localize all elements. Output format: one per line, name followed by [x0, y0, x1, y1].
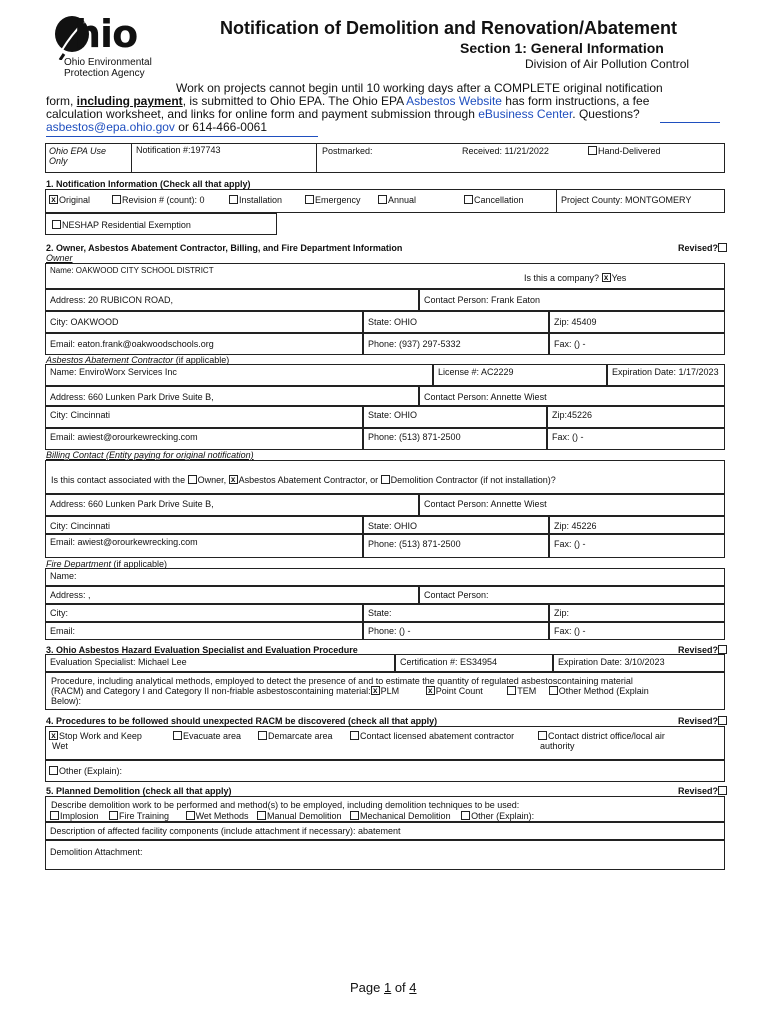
affected-components: Description of affected facility components (include attachment if necessary): abatement: [45, 822, 725, 840]
billing-address: Address: 660 Lunken Park Drive Suite B,: [45, 494, 419, 516]
section-4-other-option[interactable]: Other (Explain):: [49, 766, 122, 776]
manual-demolition-checkbox[interactable]: [257, 811, 266, 820]
form-title: Notification of Demolition and Renovation/Abatement: [220, 18, 678, 38]
notice-underline: [46, 136, 318, 137]
fire-email: Email:: [45, 622, 363, 640]
owner-state: State: OHIO: [363, 311, 549, 333]
contractor-label: Asbestos Abatement Contractor (if applicable): [46, 355, 230, 365]
contractor-address: Address: 660 Lunken Park Drive Suite B,: [45, 386, 419, 406]
emergency-option[interactable]: Emergency: [305, 195, 361, 205]
contact-contractor-checkbox[interactable]: [350, 731, 359, 740]
owner-phone: Phone: (937) 297-5332: [363, 333, 549, 355]
stop-work-option[interactable]: x Stop Work and Keep: [49, 731, 142, 741]
owner-label: Owner: [46, 253, 73, 263]
billing-email: Email: awiest@orourkewrecking.com: [45, 534, 363, 558]
evacuate-option[interactable]: Evacuate area: [173, 731, 241, 741]
section-title: Section 1: General Information: [460, 40, 664, 56]
owner-name: Name: OAKWOOD CITY SCHOOL DISTRICT: [45, 263, 725, 289]
section-4-revised-checkbox[interactable]: [718, 716, 727, 725]
section-4-revised[interactable]: Revised?: [678, 716, 728, 726]
billing-contractor-checkbox[interactable]: x: [229, 475, 238, 484]
contact-office-authority: authority: [540, 741, 575, 751]
billing-question: Is this contact associated with the Owner, x Asbestos Abatement Contractor, or Demolition Contractor (if not installation)?: [51, 475, 556, 485]
contractor-email: Email: awiest@orourkewrecking.com: [45, 428, 363, 450]
section-5-other-checkbox[interactable]: [461, 811, 470, 820]
other-method-checkbox[interactable]: [549, 686, 558, 695]
section-5-methods: Implosion Fire Training Wet Methods Manual Demolition Mechanical Demolition Other (Explain):: [50, 811, 534, 821]
revision-option[interactable]: Revision # (count): 0: [112, 195, 205, 205]
demarcate-checkbox[interactable]: [258, 731, 267, 740]
owner-fax: Fax: () -: [549, 333, 725, 355]
section-3-heading: 3. Ohio Asbestos Hazard Evaluation Specialist and Evaluation Procedure: [46, 645, 358, 655]
owner-city: City: OAKWOOD: [45, 311, 363, 333]
revision-checkbox[interactable]: [112, 195, 121, 204]
stop-work-checkbox[interactable]: x: [49, 731, 58, 740]
fire-address: Address: ,: [45, 586, 419, 604]
contractor-license: License #: AC2229: [433, 364, 607, 386]
owner-address: Address: 20 RUBICON ROAD,: [45, 289, 419, 311]
annual-checkbox[interactable]: [378, 195, 387, 204]
owner-zip: Zip: 45409: [549, 311, 725, 333]
email-link[interactable]: asbestos@epa.ohio.gov: [46, 120, 175, 134]
logo-wordmark: hio: [74, 12, 138, 56]
billing-state: State: OHIO: [363, 516, 549, 534]
section-1-heading: 1. Notification Information (Check all that apply): [46, 179, 251, 189]
notice-underline-right: [660, 122, 720, 123]
hand-delivered-option[interactable]: Hand-Delivered: [588, 146, 661, 156]
section-4-heading: 4. Procedures to be followed should unexpected RACM be discovered (check all that apply): [46, 716, 438, 726]
evaluation-specialist: Evaluation Specialist: Michael Lee: [45, 654, 395, 672]
contractor-phone: Phone: (513) 871-2500: [363, 428, 547, 450]
installation-option[interactable]: Installation: [229, 195, 282, 205]
fire-zip: Zip:: [549, 604, 725, 622]
contact-office-checkbox[interactable]: [538, 731, 547, 740]
section-2-heading: 2. Owner, Asbestos Abatement Contractor, Billing, and Fire Department Information: [46, 243, 403, 253]
page-indicator: Page 1 of 4: [350, 980, 417, 995]
section-3-revised[interactable]: Revised?: [678, 645, 728, 655]
contractor-state: State: OHIO: [363, 406, 547, 428]
notification-number: Notification #:197743: [131, 143, 317, 173]
evaluation-expiration: Expiration Date: 3/10/2023: [553, 654, 725, 672]
billing-zip: Zip: 45226: [549, 516, 725, 534]
contractor-zip: Zip:45226: [547, 406, 725, 428]
asbestos-website-link[interactable]: Asbestos Website: [406, 94, 502, 108]
neshap-checkbox[interactable]: [52, 220, 61, 229]
procedure-text-1: Procedure, including analytical methods, employed to detect the presence of and to estimate the quantity of regulated asbestoscontaining material: [51, 676, 633, 686]
emergency-checkbox[interactable]: [305, 195, 314, 204]
tem-checkbox[interactable]: [507, 686, 516, 695]
ebusiness-center-link[interactable]: eBusiness Center: [478, 107, 573, 121]
contractor-contact: Contact Person: Annette Wiest: [419, 386, 725, 406]
evaluation-certification: Certification #: ES34954: [395, 654, 553, 672]
procedure-text-3: Below):: [51, 696, 82, 706]
contractor-expiration: Expiration Date: 1/17/2023: [607, 364, 725, 386]
original-checkbox[interactable]: x: [49, 195, 58, 204]
epa-use-label: Ohio EPA Use Only: [49, 146, 107, 166]
owner-contact: Contact Person: Frank Eaton: [419, 289, 725, 311]
section-5-describe: Describe demolition work to be performed and method(s) to be employed, including demolition techniques to be used:: [51, 800, 520, 810]
section-3-revised-checkbox[interactable]: [718, 645, 727, 654]
fire-fax: Fax: () -: [549, 622, 725, 640]
original-option[interactable]: x Original: [49, 195, 90, 205]
section-2-revised-checkbox[interactable]: [718, 243, 727, 252]
demolition-attachment: Demolition Attachment:: [45, 840, 725, 870]
section-2-revised[interactable]: Revised?: [678, 243, 728, 253]
contractor-fax: Fax: () -: [547, 428, 725, 450]
installation-checkbox[interactable]: [229, 195, 238, 204]
fire-state: State:: [363, 604, 549, 622]
division-name: Division of Air Pollution Control: [525, 57, 690, 71]
received-date: Received: 11/21/2022: [462, 146, 549, 156]
cancellation-checkbox[interactable]: [464, 195, 473, 204]
fire-name: Name:: [45, 568, 725, 586]
notice-text: Work on projects cannot begin until 10 working days after a COMPLETE original notification form, including payment, is submitted to Ohio EPA. The Ohio EPA Asbestos Website has form instructions, a fee calculation worksheet, and links for online form and payment submission through eBusiness Center. Questions? asbestos@epa.ohio.gov or 614-466-0061: [46, 81, 663, 134]
section-5-revised[interactable]: Revised?: [678, 786, 728, 796]
owner-company-checkbox[interactable]: x: [602, 273, 611, 282]
section-5-heading: 5. Planned Demolition (check all that apply): [46, 786, 232, 796]
billing-city: City: Cincinnati: [45, 516, 363, 534]
section-5-revised-checkbox[interactable]: [718, 786, 727, 795]
contractor-name: Name: EnviroWorx Services Inc: [45, 364, 433, 386]
stop-work-wet: Wet: [52, 741, 68, 751]
billing-fax: Fax: () -: [549, 534, 725, 558]
fire-city: City:: [45, 604, 363, 622]
procedure-text-2: (RACM) and Category I and Category II non-friable asbestoscontaining material: x PLM x Point Count TEM Other Method (Explain: [51, 686, 649, 696]
postmarked-field: Postmarked:: [322, 146, 373, 156]
fire-training-checkbox[interactable]: [109, 811, 118, 820]
billing-contact: Contact Person: Annette Wiest: [419, 494, 725, 516]
cancellation-option[interactable]: Cancellation: [464, 195, 524, 205]
evacuate-checkbox[interactable]: [173, 731, 182, 740]
plm-checkbox[interactable]: x: [371, 686, 380, 695]
neshap-option[interactable]: NESHAP Residential Exemption: [52, 220, 191, 230]
mechanical-demolition-checkbox[interactable]: [350, 811, 359, 820]
owner-company-question[interactable]: Is this a company? x Yes: [524, 273, 627, 283]
fire-phone: Phone: () -: [363, 622, 549, 640]
billing-label: Billing Contact (Entity paying for original notification): [46, 450, 254, 460]
hand-delivered-checkbox[interactable]: [588, 146, 597, 155]
contact-contractor-option[interactable]: Contact licensed abatement contractor: [350, 731, 514, 741]
owner-email: Email: eaton.frank@oakwoodschools.org: [45, 333, 363, 355]
wet-methods-checkbox[interactable]: [186, 811, 195, 820]
contractor-city: City: Cincinnati: [45, 406, 363, 428]
fire-department-label: Fire Department (if applicable): [46, 559, 168, 569]
fire-contact: Contact Person:: [419, 586, 725, 604]
point-count-checkbox[interactable]: x: [426, 686, 435, 695]
logo-agency-name: Ohio Environmental Protection Agency: [64, 57, 152, 79]
billing-demolition-checkbox[interactable]: [381, 475, 390, 484]
annual-option[interactable]: Annual: [378, 195, 416, 205]
billing-owner-checkbox[interactable]: [188, 475, 197, 484]
billing-phone: Phone: (513) 871-2500: [363, 534, 549, 558]
contact-office-option[interactable]: Contact district office/local air: [538, 731, 665, 741]
demarcate-option[interactable]: Demarcate area: [258, 731, 333, 741]
project-county: Project County: MONTGOMERY: [556, 189, 725, 213]
implosion-checkbox[interactable]: [50, 811, 59, 820]
section-4-other-row: [45, 760, 725, 782]
section-4-other-checkbox[interactable]: [49, 766, 58, 775]
